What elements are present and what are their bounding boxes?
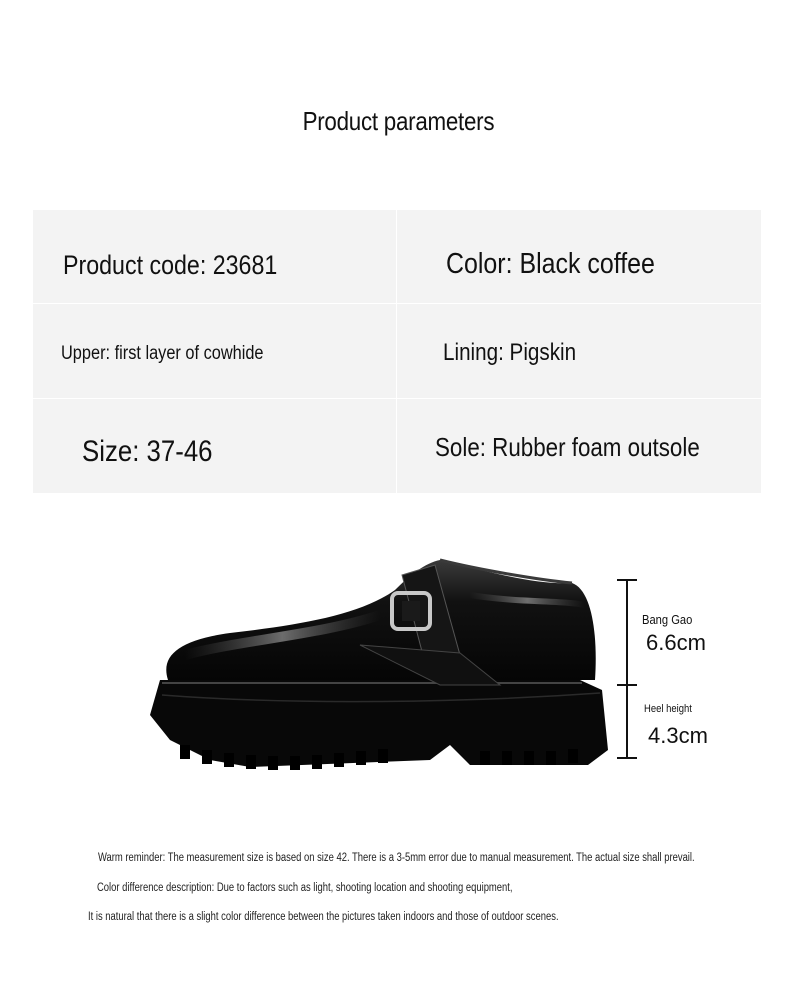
heel-height-label: Heel height — [644, 703, 692, 715]
param-cell-lining — [397, 304, 761, 398]
param-cell-code — [33, 210, 396, 303]
note-color-difference-2: It is natural that there is a slight color difference between the pictures taken indoors and those of outdoor scenes. — [88, 911, 559, 923]
param-sole: Sole: Rubber foam outsole — [435, 432, 700, 462]
param-product-code: Product code: 23681 — [63, 250, 278, 280]
parameter-table — [33, 210, 760, 491]
param-color: Color: Black coffee — [446, 248, 655, 280]
param-upper: Upper: first layer of cowhide — [61, 343, 264, 364]
upper-height-label: Bang Gao — [642, 612, 693, 627]
page-title: Product parameters — [302, 106, 495, 136]
param-lining: Lining: Pigskin — [443, 339, 577, 366]
upper-height-value: 6.6cm — [646, 630, 706, 655]
param-size: Size: 37-46 — [82, 435, 213, 468]
param-cell-color — [397, 210, 761, 303]
heel-height-value: 4.3cm — [648, 723, 708, 748]
note-color-difference: Color difference description: Due to factors such as light, shooting location and shooting equipment, — [97, 882, 513, 894]
shoe-photo — [140, 545, 615, 775]
note-warm-reminder: Warm reminder: The measurement size is based on size 42. There is a 3-5mm error due to manual measurement. The actual size shall prevail. — [98, 852, 695, 864]
param-cell-size — [33, 399, 396, 493]
measurement-scale — [600, 570, 640, 765]
param-cell-upper — [33, 304, 396, 398]
param-cell-sole — [397, 399, 761, 493]
